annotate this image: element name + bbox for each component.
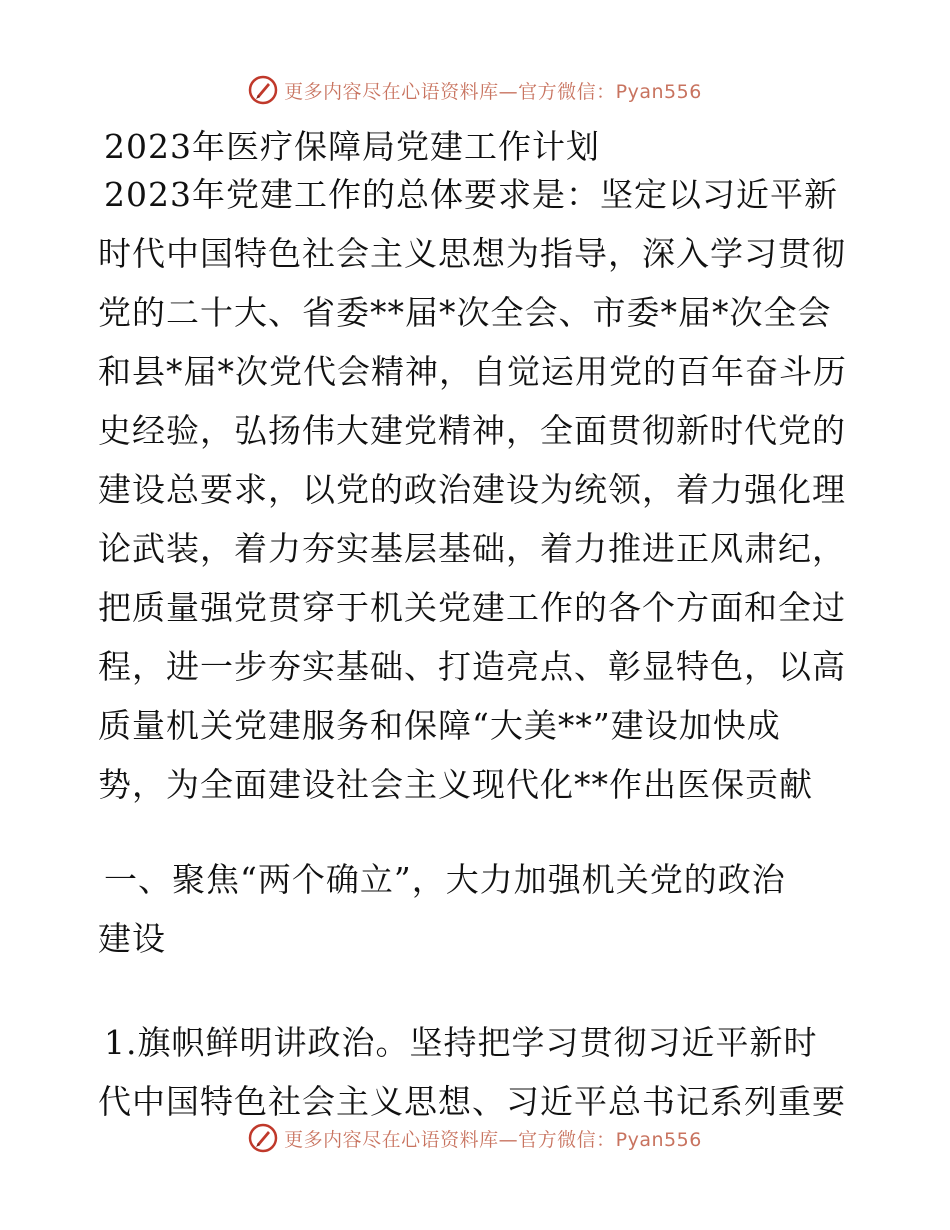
watermark-header [0,70,950,110]
text-line: 论武装，着力夯实基层基础，着力推进正风肃纪， [98,529,846,568]
text-line: 和县*届*次党代会精神，自觉运用党的百年奋斗历 [98,352,847,391]
text-line: 代中国特色社会主义思想、习近平总书记系列重要 [98,1082,846,1121]
quill-logo-icon [248,75,278,105]
text-line: 建设 [98,919,166,958]
text-line: 势，为全面建设社会主义现代化**作出医保贡献 [98,765,813,804]
text-line: 把质量强党贯穿于机关党建工作的各个方面和全过 [98,588,846,627]
document-title: 2023年医疗保障局党建工作计划 [104,127,600,166]
text-line: 时代中国特色社会主义思想为指导，深入学习贯彻 [98,234,846,273]
watermark-footer [0,1118,950,1158]
text-line: 建设总要求，以党的政治建设为统领，着力强化理 [98,470,846,509]
text-line: 史经验，弘扬伟大建党精神，全面贯彻新时代党的 [98,411,846,450]
watermark-text: 更多内容尽在心语资料库—官方微信：Pyan556 [284,1128,702,1151]
paragraph-intro [98,165,856,814]
paragraph-item-1 [98,1013,856,1131]
quill-logo-icon [248,1123,278,1153]
text-line: 一、聚焦“两个确立”，大力加强机关党的政治 [104,860,786,899]
text-line: 1.旗帜鲜明讲政治。坚持把学习贯彻习近平新时 [104,1023,818,1062]
section-heading-1 [98,850,856,968]
watermark-text: 更多内容尽在心语资料库—官方微信：Pyan556 [284,80,702,103]
text-line: 2023年党建工作的总体要求是：坚定以习近平新 [104,175,838,214]
text-line: 程，进一步夯实基础、打造亮点、彰显特色，以高 [98,647,846,686]
text-line: 质量机关党建服务和保障“大美**”建设加快成 [98,706,781,745]
text-line: 党的二十大、省委**届*次全会、市委*届*次全会 [98,293,832,332]
